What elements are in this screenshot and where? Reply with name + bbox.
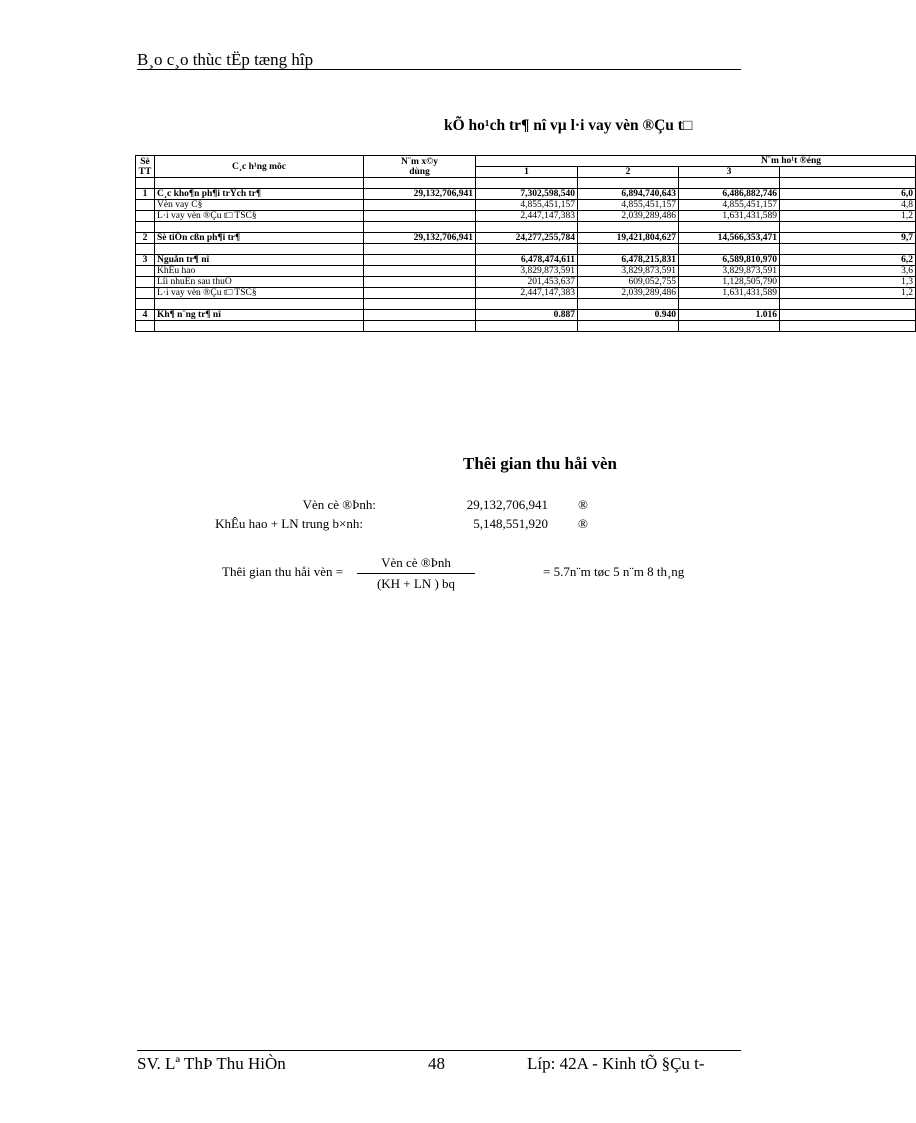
row-build-value bbox=[364, 222, 476, 233]
table-row bbox=[136, 178, 916, 189]
fraction-denominator: (KH + LN ) bq bbox=[376, 576, 456, 591]
table-header-row-1 bbox=[136, 156, 916, 167]
depreciation-profit-value: 5,148,551,920 bbox=[473, 516, 548, 531]
row-year-4-value bbox=[780, 299, 916, 310]
row-year-4-value bbox=[780, 222, 916, 233]
payback-result: = 5.7n¨m tøc 5 n¨m 8 th¸ng bbox=[543, 564, 685, 579]
fixed-capital-label: Vèn cè ®Þnh: bbox=[302, 497, 376, 512]
row-build-value bbox=[364, 277, 476, 288]
row-year-2-value bbox=[578, 244, 679, 255]
row-year-4-value: 1,3 bbox=[780, 277, 916, 288]
year-header-1: 1 bbox=[476, 167, 578, 178]
row-year-3-value: 1,631,431,589 bbox=[679, 288, 780, 299]
row-year-2-value: 6,478,215,831 bbox=[578, 255, 679, 266]
row-year-4-value: 9,7 bbox=[780, 233, 916, 244]
depreciation-profit-label: KhÊu hao + LN trung b×nh: bbox=[215, 516, 363, 531]
row-year-2-value bbox=[578, 178, 679, 189]
row-build-value bbox=[364, 321, 476, 332]
row-year-2-value: 609,052,755 bbox=[578, 277, 679, 288]
row-number bbox=[136, 277, 155, 288]
row-build-value bbox=[364, 310, 476, 321]
row-year-3-value: 1,631,431,589 bbox=[679, 211, 780, 222]
year-header-2: 2 bbox=[578, 167, 679, 178]
row-label bbox=[155, 321, 364, 332]
table-row bbox=[136, 277, 916, 288]
table-row bbox=[136, 299, 916, 310]
table-row bbox=[136, 255, 916, 266]
row-year-4-value bbox=[780, 321, 916, 332]
row-year-1-value: 0.887 bbox=[476, 310, 578, 321]
header-rule bbox=[137, 69, 741, 70]
row-number: 4 bbox=[136, 310, 155, 321]
row-number bbox=[136, 244, 155, 255]
row-year-4-value: 6,0 bbox=[780, 189, 916, 200]
row-year-4-value bbox=[780, 244, 916, 255]
row-build-value bbox=[364, 244, 476, 255]
row-number bbox=[136, 321, 155, 332]
payback-formula-label: Thêi gian thu håi vèn = bbox=[222, 564, 344, 579]
footer-rule bbox=[137, 1050, 741, 1051]
row-year-1-value bbox=[476, 178, 578, 189]
footer-class-info: Líp: 42A - Kinh tÕ §Çu t- bbox=[527, 1054, 705, 1073]
row-year-2-value: 2,039,289,486 bbox=[578, 288, 679, 299]
row-year-2-value: 6,894,740,643 bbox=[578, 189, 679, 200]
row-year-3-value: 1.016 bbox=[679, 310, 780, 321]
row-year-3-value: 4,855,451,157 bbox=[679, 200, 780, 211]
row-label: L·i vay vèn ®Çu t□ TSC§ bbox=[155, 211, 364, 222]
row-year-2-value: 3,829,873,591 bbox=[578, 266, 679, 277]
row-year-2-value: 2,039,289,486 bbox=[578, 211, 679, 222]
row-year-1-value: 4,855,451,157 bbox=[476, 200, 578, 211]
row-year-4-value: 3,6 bbox=[780, 266, 916, 277]
row-build-value bbox=[364, 255, 476, 266]
fraction-numerator: Vèn cè ®Þnh bbox=[357, 555, 475, 574]
build-year-header-line2: dùng bbox=[409, 166, 430, 177]
row-label: Kh¶ n¨ng tr¶ nî bbox=[155, 310, 364, 321]
operation-years-header bbox=[476, 156, 916, 167]
table-row bbox=[136, 211, 916, 222]
row-number bbox=[136, 211, 155, 222]
plan-table-container bbox=[135, 155, 914, 421]
row-label: C¸c kho¶n ph¶i trÝch tr¶ bbox=[155, 189, 364, 200]
page-header-title: B¸o c¸o thùc tËp tæng hîp bbox=[137, 50, 314, 69]
row-year-4-value: 1,2 bbox=[780, 288, 916, 299]
row-year-2-value bbox=[578, 222, 679, 233]
stt-header bbox=[136, 156, 155, 178]
repayment-plan-table bbox=[135, 155, 916, 332]
row-year-1-value: 2,447,147,383 bbox=[476, 288, 578, 299]
row-year-3-value bbox=[679, 222, 780, 233]
row-number bbox=[136, 178, 155, 189]
year-header-4 bbox=[780, 167, 916, 178]
row-build-value: 29,132,706,941 bbox=[364, 233, 476, 244]
row-label bbox=[155, 222, 364, 233]
row-year-3-value bbox=[679, 321, 780, 332]
row-label: Lîi nhuËn sau thuÕ bbox=[155, 277, 364, 288]
row-year-1-value: 3,829,873,591 bbox=[476, 266, 578, 277]
row-label: Nguån tr¶ nî bbox=[155, 255, 364, 266]
row-year-1-value bbox=[476, 222, 578, 233]
payback-fraction bbox=[357, 555, 475, 592]
table-row bbox=[136, 222, 916, 233]
row-year-3-value bbox=[679, 244, 780, 255]
build-year-header bbox=[364, 156, 476, 178]
build-year-header-line1: N¨m x©y bbox=[401, 156, 438, 167]
row-year-1-value: 201,453,637 bbox=[476, 277, 578, 288]
row-year-2-value: 4,855,451,157 bbox=[578, 200, 679, 211]
year-header-3: 3 bbox=[679, 167, 780, 178]
row-year-1-value: 2,447,147,383 bbox=[476, 211, 578, 222]
row-year-3-value: 3,829,873,591 bbox=[679, 266, 780, 277]
row-build-value bbox=[364, 299, 476, 310]
row-year-4-value: 4,8 bbox=[780, 200, 916, 211]
row-label: Sè tiÒn cßn ph¶i tr¶ bbox=[155, 233, 364, 244]
row-year-2-value bbox=[578, 299, 679, 310]
row-year-2-value: 0.940 bbox=[578, 310, 679, 321]
row-number bbox=[136, 288, 155, 299]
row-build-value bbox=[364, 178, 476, 189]
stt-header-line1: Sè bbox=[140, 156, 150, 167]
row-year-1-value bbox=[476, 321, 578, 332]
row-year-3-value: 6,589,810,970 bbox=[679, 255, 780, 266]
row-number: 1 bbox=[136, 189, 155, 200]
row-number: 3 bbox=[136, 255, 155, 266]
fixed-capital-unit: ® bbox=[578, 497, 588, 512]
table-row bbox=[136, 310, 916, 321]
row-build-value bbox=[364, 288, 476, 299]
row-year-1-value: 24,277,255,784 bbox=[476, 233, 578, 244]
row-label bbox=[155, 244, 364, 255]
row-year-3-value bbox=[679, 299, 780, 310]
row-year-1-value: 6,478,474,611 bbox=[476, 255, 578, 266]
row-number bbox=[136, 266, 155, 277]
depreciation-profit-unit: ® bbox=[578, 516, 588, 531]
row-number: 2 bbox=[136, 233, 155, 244]
plan-title: kÕ ho¹ch tr¶ nî vµ l·i vay vèn ®Çu t□ bbox=[444, 117, 693, 134]
row-year-3-value: 1,128,505,790 bbox=[679, 277, 780, 288]
items-header: C¸c h¹ng môc bbox=[155, 156, 364, 178]
table-row bbox=[136, 288, 916, 299]
row-year-1-value: 7,302,598,540 bbox=[476, 189, 578, 200]
row-year-4-value: 6,2 bbox=[780, 255, 916, 266]
table-row bbox=[136, 266, 916, 277]
row-build-value: 29,132,706,941 bbox=[364, 189, 476, 200]
row-year-3-value: 14,566,353,471 bbox=[679, 233, 780, 244]
footer-student-name: SV. Lª ThÞ Thu HiÒn bbox=[137, 1054, 286, 1073]
table-row bbox=[136, 321, 916, 332]
table-row bbox=[136, 233, 916, 244]
row-year-2-value bbox=[578, 321, 679, 332]
row-label: KhÊu hao bbox=[155, 266, 364, 277]
row-label: L·i vay vèn ®Çu t□ TSC§ bbox=[155, 288, 364, 299]
row-year-3-value: 6,486,882,746 bbox=[679, 189, 780, 200]
row-number bbox=[136, 200, 155, 211]
table-row bbox=[136, 244, 916, 255]
row-label bbox=[155, 299, 364, 310]
fixed-capital-value: 29,132,706,941 bbox=[466, 497, 548, 512]
stt-header-line2: TT bbox=[138, 166, 152, 177]
operation-years-label: N¨m ho¹t ®éng bbox=[760, 156, 822, 166]
row-build-value bbox=[364, 266, 476, 277]
row-number bbox=[136, 222, 155, 233]
row-year-2-value: 19,421,804,627 bbox=[578, 233, 679, 244]
table-row bbox=[136, 189, 916, 200]
row-label bbox=[155, 178, 364, 189]
row-year-4-value: 1,2 bbox=[780, 211, 916, 222]
row-year-3-value bbox=[679, 178, 780, 189]
row-build-value bbox=[364, 211, 476, 222]
row-year-1-value bbox=[476, 244, 578, 255]
row-year-4-value bbox=[780, 178, 916, 189]
footer-page-number: 48 bbox=[428, 1054, 445, 1073]
row-year-4-value bbox=[780, 310, 916, 321]
row-year-1-value bbox=[476, 299, 578, 310]
row-number bbox=[136, 299, 155, 310]
payback-title: Thêi gian thu håi vèn bbox=[463, 454, 617, 473]
row-build-value bbox=[364, 200, 476, 211]
row-label: Vèn vay C§ bbox=[155, 200, 364, 211]
table-row bbox=[136, 200, 916, 211]
